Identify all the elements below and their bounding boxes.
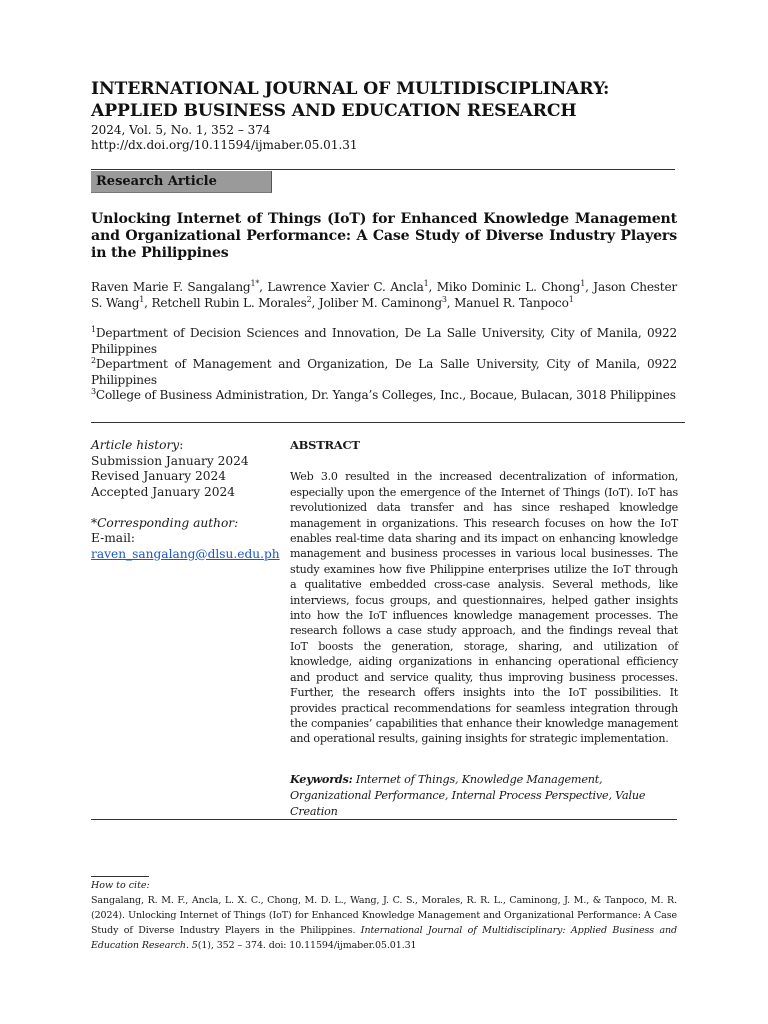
author-affiliation-mark: 3 [441, 294, 447, 304]
keywords-divider [91, 819, 677, 820]
keywords-value: Internet of Things, Knowledge Management, Organizational Performance, Internal Process Perspective, Value Creation [290, 773, 646, 818]
author-affiliation-mark: 2 [306, 294, 312, 304]
paper-title: Unlocking Internet of Things (IoT) for Enhanced Knowledge Management and Organizational Performance: A Case Study of Diverse Industry Players in the Philippines [91, 211, 677, 261]
revised-date: Revised January 2024 [91, 469, 227, 483]
author-name: Manuel R. Tanpoco [454, 296, 569, 310]
affiliation-text: College of Business Administration, Dr. Yanga’s Colleges, Inc., Bocaue, Bulacan, 3018 Philippines [95, 388, 676, 402]
author-name: Jason Chester S. Wang [91, 280, 678, 310]
affiliation-mark: 1 [91, 324, 96, 334]
affiliation-text: Department of Management and Organization, De La Salle University, City of Manila, 0922 Philippines [91, 357, 677, 387]
citation-tail: (1), 352 – 374. doi: 10.11594/ijmaber.05.01.31 [197, 940, 417, 951]
affiliation-item [91, 326, 677, 357]
corresponding-author-label: *Corresponding author: [91, 515, 239, 530]
affiliation-mark: 2 [91, 355, 96, 365]
author-affiliation-mark: 1 [423, 278, 429, 288]
author-affiliation-mark: 1 [580, 278, 586, 288]
journal-issue: 2024, Vol. 5, No. 1, 352 – 374 [91, 123, 271, 137]
accepted-date: Accepted January 2024 [91, 484, 235, 499]
article-type-badge: Research Article [91, 171, 272, 193]
history-label: Article history [91, 438, 180, 452]
footnote-rule [91, 876, 149, 877]
header-divider [91, 169, 675, 170]
affiliation-mark: 3 [91, 386, 96, 396]
journal-title: INTERNATIONAL JOURNAL OF MULTIDISCIPLINARY: APPLIED BUSINESS AND EDUCATION RESEARCH [91, 79, 610, 121]
corresponding-email-link[interactable]: raven_sangalang@dlsu.edu.ph [91, 546, 280, 561]
author-affiliation-mark: 1* [250, 278, 260, 288]
article-history: Article history: Submission January 2024 Revised January 2024 Accepted January 2024 *Corresponding author: E-mail: raven_sangalang@dlsu.edu.ph [91, 438, 280, 561]
keywords-label: Keywords: [290, 772, 353, 786]
affiliation-divider [91, 422, 685, 423]
citation-authors: Sangalang, R. M. F., Ancla, L. X. C., Chong, M. D. L., Wang, J. C. S., Morales, R. R. L., Caminong, J. M., & Tanpoco, M. R. (2024). Unlocking Internet of Things (IoT) for Enhanced Knowledge Management and Organizational Performance: A Case Study of Diverse Industry Players in the Philippines. [91, 895, 677, 936]
keywords-section [290, 771, 680, 820]
author-affiliation-mark: 1 [139, 294, 145, 304]
affiliation-item [91, 357, 677, 388]
email-label: E-mail: [91, 531, 135, 545]
author-name: Miko Dominic L. Chong [436, 280, 581, 294]
affiliation-text: Department of Decision Sciences and Innovation, De La Salle University, City of Manila, 0922 Philippines [91, 326, 677, 356]
author-name: Joliber M. Caminong [318, 296, 442, 310]
author-list: Raven Marie F. Sangalang$^{1*}$, Lawrence Xavier C. Ancla$^1$, Miko Dominic L. Chong$^1$, Jason Chester S. Wang$^1$, Retchell Rubin L. Morales$^2$, Joliber M. Caminong$^3$, Manuel R. Tanpoco$^1$ [91, 278, 678, 310]
author-name: Raven Marie F. Sangalang [91, 280, 251, 294]
citation-heading: How to cite: [91, 880, 150, 891]
abstract-section [290, 438, 678, 747]
author-name: Lawrence Xavier C. Ancla [267, 280, 424, 294]
journal-doi: http://dx.doi.org/10.11594/ijmaber.05.01.31 [91, 138, 358, 152]
citation-journal: International Journal of Multidisciplinary: Applied Business and Education Research. 5 [91, 925, 678, 951]
author-name: Retchell Rubin L. Morales [151, 296, 307, 310]
abstract-heading: ABSTRACT [290, 438, 360, 452]
affiliation-list [91, 326, 677, 404]
author-affiliation-mark: 1 [568, 294, 574, 304]
abstract-body: Web 3.0 resulted in the increased decentralization of information, especially upon the emergence of the Internet of Things (IoT). IoT has revolutionized data transfer and has since reshaped knowledge management in organizations. This research focuses on how the IoT enables real-time data sharing and its impact on enhancing knowledge management and business processes in various local businesses. The study examines how five Philippine enterprises utilize the IoT through a qualitative embedded cross-case analysis. Several methods, like interviews, focus groups, and questionnaires, helped gather insights into how the IoT influences knowledge management processes. The research follows a case study approach, and the findings reveal that IoT boosts the generation, storage, sharing, and utilization of knowledge, aiding organizations in enhancing operational efficiency and product and service quality, thus improving business processes. Further, the research offers insights into the IoT possibilities. It provides practical recommendations for seamless integration through the companies’ capabilities that enhance their knowledge management and operational results, gaining insights for strategic implementation. [290, 470, 678, 746]
citation-text [91, 893, 677, 953]
submission-date: Submission January 2024 [91, 453, 249, 468]
affiliation-item [91, 388, 677, 404]
